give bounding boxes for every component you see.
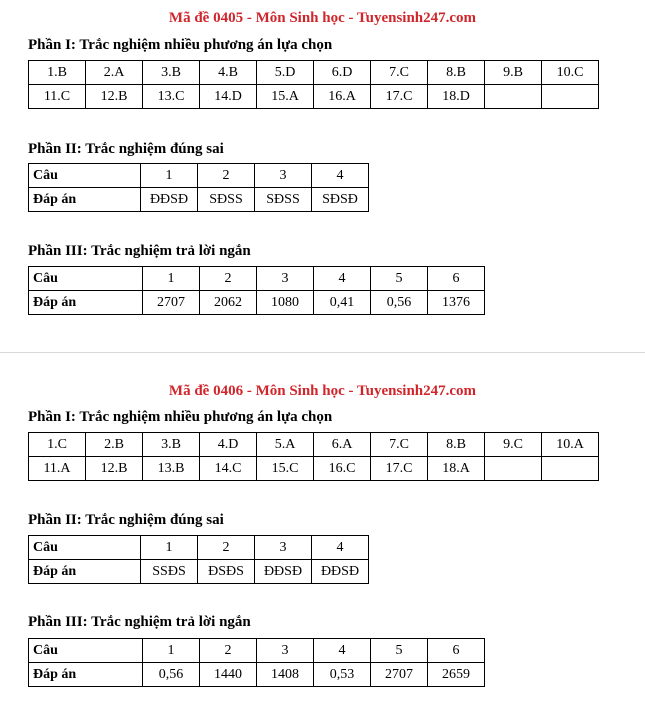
table-row [29,61,599,85]
question-number: 3 [255,536,312,560]
part3-answer-table [28,638,485,687]
answer-cell: 1.B [29,61,86,85]
exam-title: Mã đề 0405 - Môn Sinh học - Tuyensinh247.com [168,10,477,26]
answer-cell: 17.C [371,457,428,481]
question-number: 4 [312,164,369,188]
question-number: 4 [312,536,369,560]
table-row [29,164,369,188]
answer-cell: ĐĐSĐ [141,188,198,212]
question-number: 3 [257,267,314,291]
answer-cell: 12.B [86,85,143,109]
question-number: 1 [141,536,198,560]
row-label-answer: Đáp án [29,663,143,687]
question-number: 6 [428,639,485,663]
part2-heading: Phần II: Trắc nghiệm đúng sai [28,141,224,157]
answer-cell: 0,41 [314,291,371,315]
answer-cell: 10.A [542,433,599,457]
answer-cell: 1.C [29,433,86,457]
row-label-question: Câu [29,639,143,663]
answer-cell: 3.B [143,61,200,85]
row-label-question: Câu [29,164,141,188]
answer-cell: 1408 [257,663,314,687]
part2-answer-table [28,535,369,584]
row-label-question: Câu [29,536,141,560]
part1-answer-table [28,432,599,481]
question-number: 4 [314,267,371,291]
answer-cell [542,457,599,481]
answer-cell: 0,56 [143,663,200,687]
answer-cell: 2062 [200,291,257,315]
question-number: 5 [371,267,428,291]
answer-cell: SSĐS [141,560,198,584]
question-number: 2 [200,639,257,663]
answer-cell: 11.A [29,457,86,481]
answer-cell: 11.C [29,85,86,109]
table-row [29,457,599,481]
question-number: 6 [428,267,485,291]
question-number: 1 [141,164,198,188]
answer-cell: 9.C [485,433,542,457]
answer-cell: 10.C [542,61,599,85]
question-number: 2 [198,536,255,560]
answer-cell: 16.A [314,85,371,109]
answer-cell: 1376 [428,291,485,315]
answer-cell: 14.D [200,85,257,109]
part1-answer-table [28,60,599,109]
table-row [29,291,485,315]
answer-cell: ĐĐSĐ [255,560,312,584]
answer-cell: 18.D [428,85,485,109]
table-row [29,663,485,687]
table-row [29,85,599,109]
answer-cell: 1440 [200,663,257,687]
answer-cell: 16.C [314,457,371,481]
answer-cell: 6.D [314,61,371,85]
question-number: 4 [314,639,371,663]
answer-cell: 2707 [143,291,200,315]
answer-cell: ĐĐSĐ [312,560,369,584]
answer-cell: 0,53 [314,663,371,687]
part1-heading: Phần I: Trắc nghiệm nhiều phương án lựa chọn [28,37,333,53]
table-row [29,639,485,663]
answer-cell: 2659 [428,663,485,687]
answer-cell: 9.B [485,61,542,85]
part3-heading: Phần III: Trắc nghiệm trả lời ngắn [28,614,251,630]
answer-cell: 15.C [257,457,314,481]
answer-cell: 14.C [200,457,257,481]
answer-cell [542,85,599,109]
answer-cell: 2707 [371,663,428,687]
question-number: 1 [143,639,200,663]
table-row [29,536,369,560]
question-number: 2 [198,164,255,188]
question-number: 2 [200,267,257,291]
table-row [29,560,369,584]
answer-cell: 18.A [428,457,485,481]
answer-cell: SĐSĐ [312,188,369,212]
answer-cell: 4.D [200,433,257,457]
part1-heading: Phần I: Trắc nghiệm nhiều phương án lựa chọn [28,409,333,425]
answer-cell: 0,56 [371,291,428,315]
row-label-answer: Đáp án [29,560,141,584]
question-number: 1 [143,267,200,291]
answer-cell: 17.C [371,85,428,109]
answer-cell: 13.B [143,457,200,481]
answer-cell: 1080 [257,291,314,315]
answer-cell: 7.C [371,61,428,85]
answer-cell: 5.A [257,433,314,457]
answer-cell: 3.B [143,433,200,457]
table-row [29,267,485,291]
row-label-answer: Đáp án [29,291,143,315]
answer-cell [485,457,542,481]
question-number: 3 [255,164,312,188]
answer-cell: 4.B [200,61,257,85]
section-divider [0,352,645,353]
answer-cell: ĐSĐS [198,560,255,584]
question-number: 3 [257,639,314,663]
answer-cell: 8.B [428,61,485,85]
row-label-answer: Đáp án [29,188,141,212]
answer-cell: SĐSS [198,188,255,212]
answer-cell: 13.C [143,85,200,109]
answer-cell: 6.A [314,433,371,457]
answer-cell [485,85,542,109]
answer-cell: 5.D [257,61,314,85]
answer-cell: SĐSS [255,188,312,212]
exam-title: Mã đề 0406 - Môn Sinh học - Tuyensinh247.com [168,383,477,399]
part3-heading: Phần III: Trắc nghiệm trả lời ngắn [28,243,251,259]
table-row [29,188,369,212]
part2-heading: Phần II: Trắc nghiệm đúng sai [28,512,224,528]
table-row [29,433,599,457]
answer-cell: 8.B [428,433,485,457]
part2-answer-table [28,163,369,212]
question-number: 5 [371,639,428,663]
answer-cell: 12.B [86,457,143,481]
answer-cell: 2.B [86,433,143,457]
answer-cell: 2.A [86,61,143,85]
answer-cell: 15.A [257,85,314,109]
part3-answer-table [28,266,485,315]
answer-cell: 7.C [371,433,428,457]
row-label-question: Câu [29,267,143,291]
